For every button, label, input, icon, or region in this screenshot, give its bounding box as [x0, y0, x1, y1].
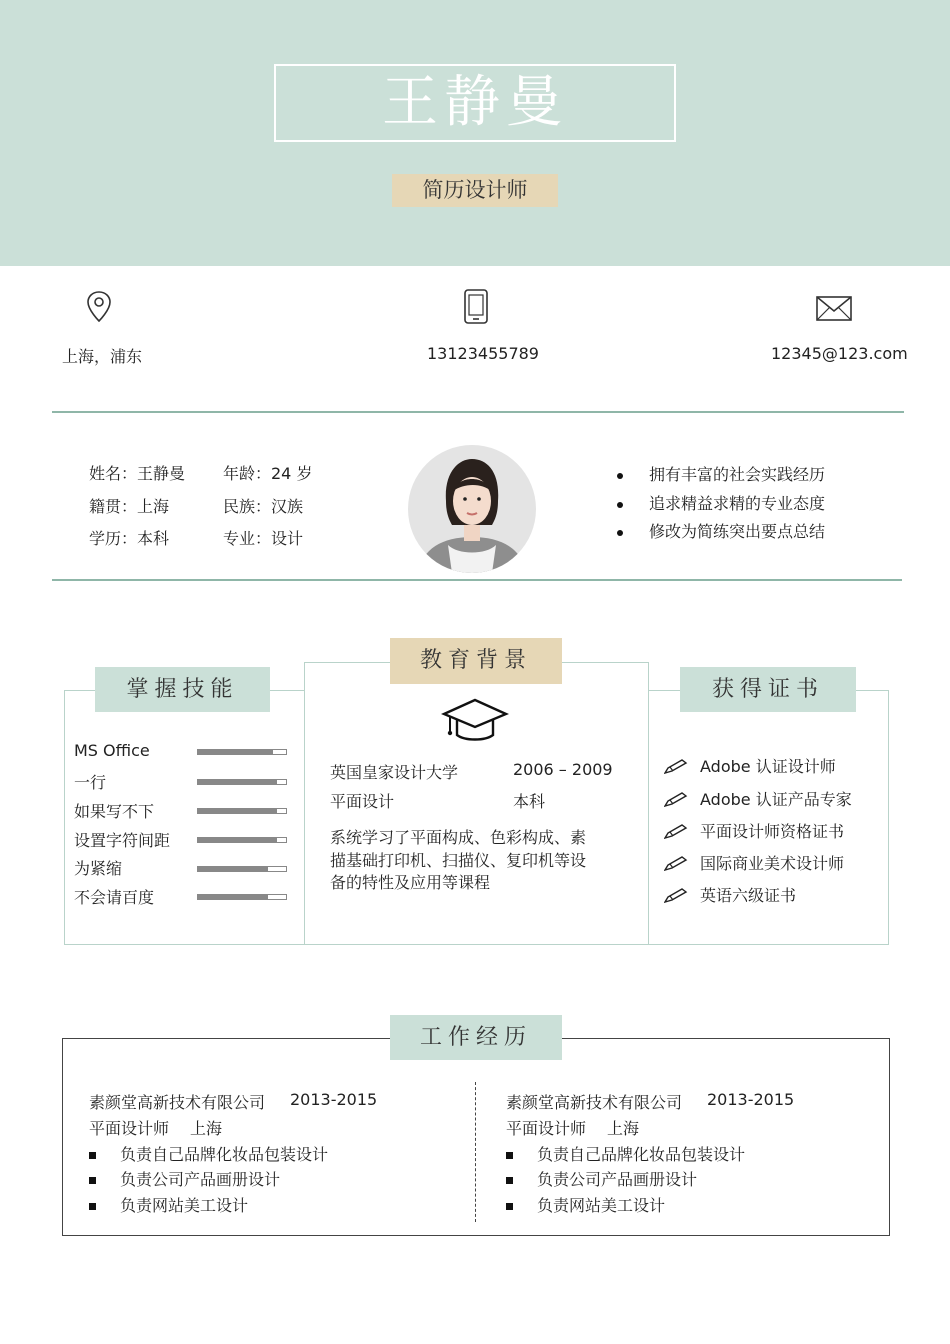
divider-middle — [52, 579, 902, 581]
duty-text: 负责公司产品画册设计 — [120, 1170, 281, 1189]
work-right-duty — [506, 1167, 697, 1190]
work-left-position: 平面设计师 — [89, 1119, 170, 1138]
education-years: 2006 – 2009 — [513, 760, 613, 779]
job-title-badge: 简历设计师 — [392, 174, 558, 207]
education-desc-line: 系统学习了平面构成、色彩构成、素 — [330, 828, 587, 847]
skills-title: 掌握技能 — [95, 667, 270, 712]
skill-bar-fill — [198, 895, 268, 899]
skill-label: 一行 — [74, 773, 107, 792]
highlight-item — [617, 462, 825, 485]
certificates-title: 获得证书 — [680, 667, 856, 712]
work-column-divider — [475, 1082, 476, 1222]
highlight-text: 修改为简练突出要点总结 — [649, 522, 826, 541]
work-left-duty — [89, 1167, 280, 1190]
work-left-years: 2013-2015 — [290, 1090, 378, 1109]
certificate-item — [664, 787, 852, 810]
info-major: 专业：设计 — [223, 529, 304, 548]
work-left-city: 上海 — [190, 1119, 223, 1138]
certificate-name: Adobe 认证产品专家 — [700, 790, 852, 809]
contact-phone: 13123455789 — [427, 344, 539, 363]
highlight-text: 拥有丰富的社会实践经历 — [649, 465, 826, 484]
square-bullet-icon — [506, 1152, 513, 1159]
skill-bar-fill — [198, 780, 277, 784]
skill-bar-fill — [198, 750, 273, 754]
work-left-duty — [89, 1193, 248, 1216]
profile-photo — [408, 445, 536, 573]
education-title: 教育背景 — [390, 638, 562, 684]
work-right-position: 平面设计师 — [506, 1119, 587, 1138]
skill-bar — [197, 808, 287, 814]
square-bullet-icon — [89, 1152, 96, 1159]
skill-bar-fill — [198, 867, 268, 871]
certificate-item — [664, 883, 796, 906]
bullet-dot-icon — [617, 530, 623, 536]
work-right-duty — [506, 1193, 665, 1216]
skill-bar — [197, 779, 287, 785]
certificate-item — [664, 819, 844, 842]
certificate-name: 英语六级证书 — [700, 886, 797, 905]
info-education: 学历：本科 — [89, 529, 170, 548]
square-bullet-icon — [506, 1177, 513, 1184]
work-right-years: 2013-2015 — [707, 1090, 795, 1109]
info-origin: 籍贯：上海 — [89, 497, 170, 516]
work-left-duty — [89, 1142, 328, 1165]
duty-text: 负责公司产品画册设计 — [537, 1170, 698, 1189]
bullet-dot-icon — [617, 502, 623, 508]
divider-top — [52, 411, 904, 413]
education-degree: 本科 — [513, 792, 546, 811]
skill-label: 不会请百度 — [74, 888, 155, 907]
work-title: 工作经历 — [390, 1015, 562, 1060]
skill-label: MS Office — [74, 741, 150, 760]
work-left-company: 素颜堂高新技术有限公司 — [89, 1093, 266, 1112]
skill-label: 如果写不下 — [74, 802, 155, 821]
mobile-phone-icon — [456, 287, 496, 327]
skill-bar-fill — [198, 809, 277, 813]
candidate-name: 王静曼 — [274, 64, 676, 142]
pen-icon — [664, 855, 688, 871]
highlight-text: 追求精益求精的专业态度 — [649, 494, 826, 513]
skill-label: 为紧缩 — [74, 859, 123, 878]
skill-bar — [197, 749, 287, 755]
skill-bar-fill — [198, 838, 277, 842]
pen-icon — [664, 758, 688, 774]
contact-location: 上海，浦东 — [62, 347, 143, 366]
education-major: 平面设计 — [330, 792, 395, 811]
pen-icon — [664, 823, 688, 839]
info-name: 姓名：王静曼 — [89, 464, 186, 483]
work-right-duty — [506, 1142, 745, 1165]
education-desc-line: 描基础打印机、扫描仪、复印机等设 — [330, 851, 587, 870]
certificates-section — [649, 690, 889, 945]
graduation-cap-icon — [441, 697, 509, 743]
certificate-item — [664, 754, 836, 777]
certificate-name: 国际商业美术设计师 — [700, 854, 845, 873]
square-bullet-icon — [89, 1177, 96, 1184]
envelope-icon — [814, 288, 854, 328]
certificate-item — [664, 851, 844, 874]
duty-text: 负责自己品牌化妆品包装设计 — [537, 1145, 746, 1164]
highlight-item — [617, 491, 825, 514]
pen-icon — [664, 791, 688, 807]
duty-text: 负责网站美工设计 — [537, 1196, 666, 1215]
pen-icon — [664, 887, 688, 903]
location-pin-icon — [80, 288, 120, 328]
info-ethnicity: 民族：汉族 — [223, 497, 304, 516]
work-right-city: 上海 — [607, 1119, 640, 1138]
certificate-name: 平面设计师资格证书 — [700, 822, 845, 841]
contact-email: 12345@123.com — [771, 344, 908, 363]
duty-text: 负责网站美工设计 — [120, 1196, 249, 1215]
education-school: 英国皇家设计大学 — [330, 763, 459, 782]
highlight-item — [617, 519, 825, 542]
skill-label: 设置字符间距 — [74, 831, 171, 850]
certificate-name: Adobe 认证设计师 — [700, 757, 836, 776]
skill-bar — [197, 866, 287, 872]
square-bullet-icon — [506, 1203, 513, 1210]
duty-text: 负责自己品牌化妆品包装设计 — [120, 1145, 329, 1164]
square-bullet-icon — [89, 1203, 96, 1210]
skill-bar — [197, 837, 287, 843]
skill-bar — [197, 894, 287, 900]
bullet-dot-icon — [617, 473, 623, 479]
info-age: 年龄：24 岁 — [223, 464, 313, 483]
work-right-company: 素颜堂高新技术有限公司 — [506, 1093, 683, 1112]
education-desc-line: 备的特性及应用等课程 — [330, 873, 491, 892]
